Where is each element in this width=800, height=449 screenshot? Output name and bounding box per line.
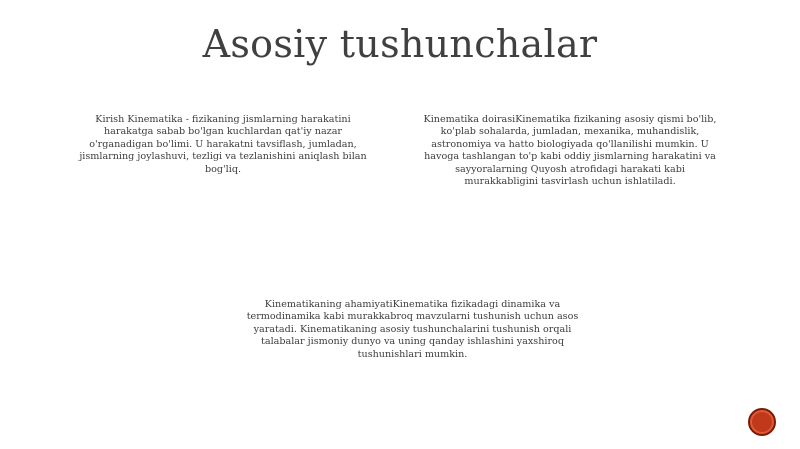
text-block-scope: Kinematika doirasiKinematika fizikaning asosiy qismi bo'lib, ko'plab sohalarda, jumladan, mexanika, muhandislik, astronomiya va hatto biologiyada qo'llanilishi mumkin. U havoga tashlangan to'p kabi oddiy jismlarning harakatini va sayyoralarning Quyosh atrofidagi harakati kabi murakkabligini tasvirlash uchun ishlatiladi.: [423, 114, 717, 188]
text-block-importance: Kinematikaning ahamiyatiKinematika fizikadagi dinamika va termodinamika kabi murakkabroq mavzularni tushunish uchun asos yaratadi. Kinematikaning asosiy tushunchalarini tushunish orqali talabalar jismoniy dunyo va uning qanday ishlashini yaxshiroq tushunishlari mumkin.: [246, 299, 579, 360]
slide-title: Asosiy tushunchalar: [202, 22, 598, 66]
text-block-intro: Kirish Kinematika - fizikaning jismlarning harakatini harakatga sabab bo'lgan kuchlardan qat'iy nazar o'rganadigan bo'limi. U harakatni tavsiflash, jumladan, jismlarning joylashuvi, tezligi va tezlanishini aniqlash bilan bog'liq.: [79, 114, 367, 175]
record-circle-icon[interactable]: [748, 408, 776, 436]
